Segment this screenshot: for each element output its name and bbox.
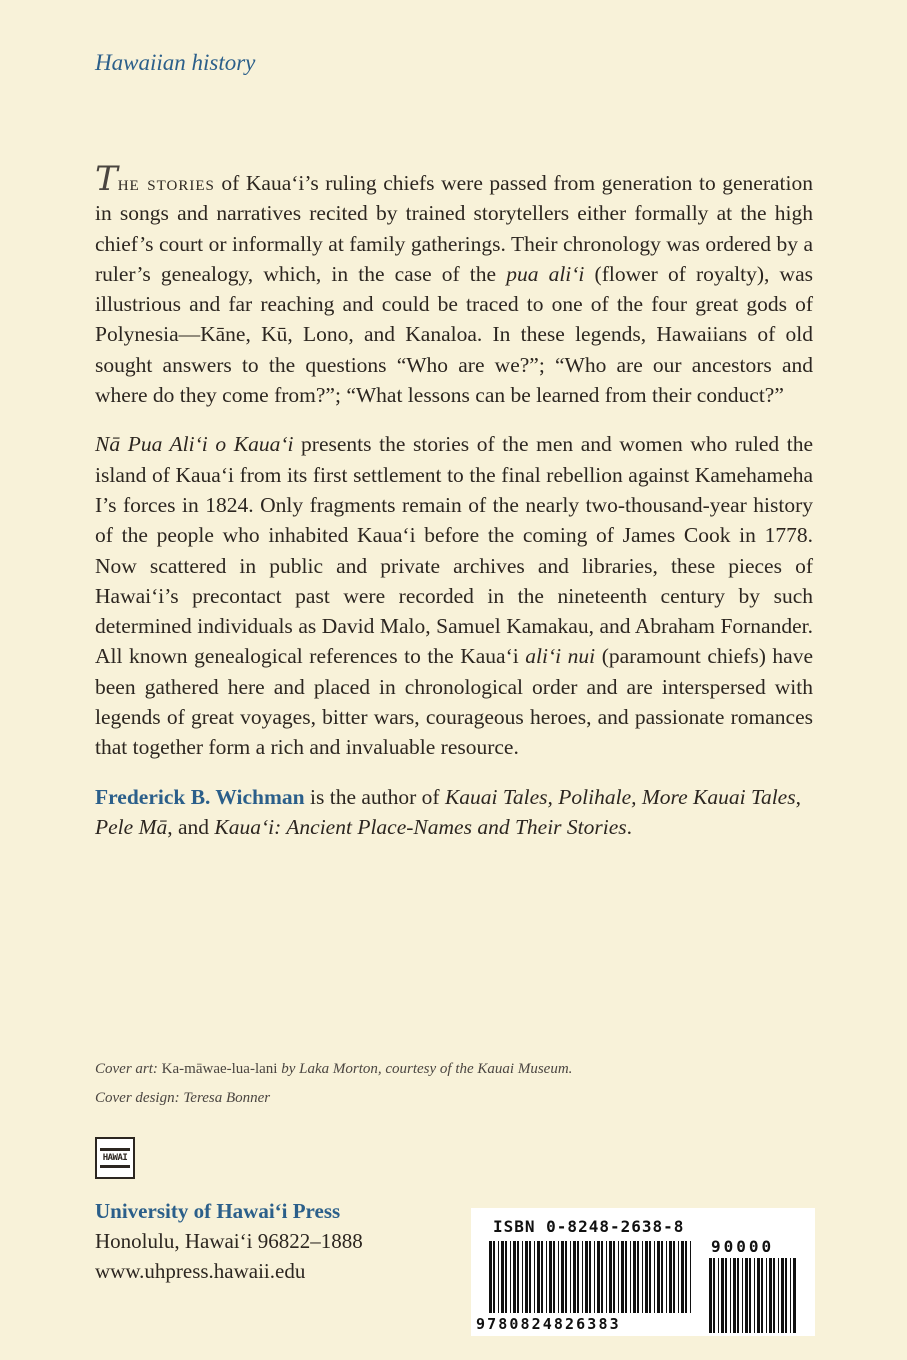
other-book: Kaua‘i: Ancient Place-Names and Their Stories (214, 814, 627, 839)
barcode-bar (709, 1258, 712, 1333)
barcode-bar (769, 1258, 772, 1333)
bio-end: . (626, 814, 633, 839)
barcode-bar (489, 1241, 492, 1313)
bio-separator: , (631, 784, 642, 809)
barcode-bar (606, 1241, 607, 1313)
barcode-bar (546, 1241, 547, 1313)
barcode-bar (522, 1241, 523, 1313)
publisher-name: University of Hawai‘i Press (95, 1199, 341, 1223)
barcode-bar (690, 1241, 691, 1313)
barcode-bar (613, 1241, 615, 1313)
bio-separator: , and (167, 814, 215, 839)
barcode-bar (661, 1241, 663, 1313)
barcode-bar (493, 1241, 495, 1313)
barcode-bar (534, 1241, 535, 1313)
ean-digits: 9780824826383 (476, 1315, 621, 1333)
category-label: Hawaiian history (95, 50, 256, 75)
barcode-bar (513, 1241, 516, 1313)
barcode-bar (633, 1241, 636, 1313)
barcode-bar (594, 1241, 595, 1313)
barcode-bar (573, 1241, 576, 1313)
publisher-address: Honolulu, Hawai‘i 96822–1888 (95, 1229, 363, 1253)
barcode-bar (685, 1241, 687, 1313)
barcode-bar (549, 1241, 552, 1313)
barcode-bar (766, 1258, 767, 1333)
barcode-bar (657, 1241, 660, 1313)
cover-art-label: Cover art: (95, 1061, 162, 1077)
barcode-bar (790, 1258, 791, 1333)
barcode-bar (721, 1258, 724, 1333)
barcode-bar (666, 1241, 667, 1313)
barcode-bar (749, 1258, 751, 1333)
cover-art-title: Ka-māwae-lua-lani (161, 1061, 278, 1077)
italic-term: ali‘i nui (525, 644, 596, 669)
barcode-bar (618, 1241, 619, 1313)
blurb-paragraph-1 (95, 159, 813, 410)
barcode-bar (537, 1241, 540, 1313)
other-book: Polihale (558, 784, 632, 809)
logo-bar (100, 1148, 130, 1151)
barcode-bar (510, 1241, 511, 1313)
barcode-bar (570, 1241, 571, 1313)
blurb-text: of Kaua‘i’s ruling chiefs were passed from generation to generation in songs and narratives recited by trained storytellers either formally at the high chief’s court or informally at family gatherings. Their chronology was ordered by a ruler’s genealogy, which, in the case of the (95, 171, 813, 286)
barcode-bar (642, 1241, 643, 1313)
barcode-bar (742, 1258, 743, 1333)
publisher-url: www.uhpress.hawaii.edu (95, 1259, 306, 1283)
press-logo (95, 1137, 135, 1179)
barcode-bar (781, 1258, 784, 1333)
barcode-bar (725, 1258, 727, 1333)
barcode-bar (553, 1241, 555, 1313)
blurb (95, 159, 813, 861)
blurb-paragraph-2 (95, 429, 813, 762)
barcode-bar (678, 1241, 679, 1313)
barcode-bar (558, 1241, 559, 1313)
barcode-bar (673, 1241, 675, 1313)
barcode-bar (761, 1258, 763, 1333)
barcode-bar (577, 1241, 579, 1313)
barcode-bar (585, 1241, 588, 1313)
barcode-bar (645, 1241, 648, 1313)
book-title: Nā Pua Ali‘i o Kaua‘i (95, 432, 294, 457)
drop-cap: T (95, 159, 118, 199)
barcode-bar (730, 1258, 731, 1333)
barcode-bar (745, 1258, 748, 1333)
other-book: More Kauai Tales (641, 784, 796, 809)
barcode-bar (718, 1258, 719, 1333)
cover-art-credit (95, 1055, 572, 1084)
barcode-bar (517, 1241, 519, 1313)
barcode-bar (529, 1241, 531, 1313)
bio-separator: , (795, 784, 801, 809)
barcode-bar (778, 1258, 779, 1333)
barcode-bar (498, 1241, 499, 1313)
barcode-bar (625, 1241, 627, 1313)
addon-digits: 90000 (711, 1237, 775, 1256)
barcode-bar (601, 1241, 603, 1313)
barcode-bar (525, 1241, 528, 1313)
other-book: Kauai Tales (444, 784, 548, 809)
barcode-bar (565, 1241, 567, 1313)
logo-text: HAWAI (102, 1153, 128, 1163)
publisher-block (95, 1196, 363, 1286)
cover-credits (95, 1055, 572, 1113)
bio-text: is the author of (304, 784, 445, 809)
barcode-bar (773, 1258, 775, 1333)
barcode-bar (589, 1241, 591, 1313)
cover-art-rest: by Laka Morton, courtesy of the Kauai Museum. (277, 1061, 573, 1077)
logo-bar (100, 1165, 130, 1168)
barcode-bar (621, 1241, 624, 1313)
other-book: Pele Mā (95, 814, 168, 839)
barcode-bar (541, 1241, 543, 1313)
barcode-bar (757, 1258, 760, 1333)
barcode-bar (630, 1241, 631, 1313)
bio-separator: , (547, 784, 559, 809)
barcode-bar (737, 1258, 739, 1333)
barcode-bar (561, 1241, 564, 1313)
opening-smallcaps: he stories (117, 171, 215, 195)
isbn-barcode (471, 1208, 815, 1336)
barcode-bar (754, 1258, 755, 1333)
author-bio (95, 782, 813, 843)
author-name: Frederick B. Wichman (95, 784, 305, 809)
blurb-text: (paramount chiefs) have been gathered here and placed in chronological order and are interspersed with legends of great voyages, bitter wars, courageous heroes, and passionate romances that together form a rich and invaluable resource. (95, 644, 813, 760)
barcode-bar (609, 1241, 612, 1313)
barcode-bar (649, 1241, 651, 1313)
barcode-bar (501, 1241, 504, 1313)
barcode-bar (582, 1241, 583, 1313)
blurb-text: presents the stories of the men and women who ruled the island of Kaua‘i from its first settlement to the final rebellion against Kamehameha I’s forces in 1824. Only fragments remain of the nearly two-thousand-year history of the people who inhabited Kaua‘i before the coming of James Cook in 1778. Now scattered in public and private archives and libraries, these pieces of Hawai‘i’s precontact past were recorded in the nineteenth century by such determined individuals as David Malo, Samuel Kamakau, and Abraham Fornander. All known genealogical references to the Kaua‘i (95, 432, 813, 669)
barcode-bar (793, 1258, 796, 1333)
barcode-bar (597, 1241, 600, 1313)
barcode-bar (669, 1241, 672, 1313)
blurb-text: (flower of royalty), was illustrious and far reaching and could be traced to one of the four great gods of Polynesia—Kāne, Kū, Lono, and Kanaloa. In these legends, Hawaiians of old sought answers to the questions “Who are we?”; “Who are our ancestors and where do they come from?”; “What lessons can be learned from their conduct?” (95, 261, 813, 408)
isbn-label: ISBN 0-8248-2638-8 (493, 1217, 685, 1236)
barcode-bar (681, 1241, 684, 1313)
barcode-bar (654, 1241, 655, 1313)
cover-design-credit: Cover design: Teresa Bonner (95, 1090, 271, 1106)
barcode-bar (637, 1241, 639, 1313)
italic-term: pua ali‘i (506, 261, 585, 286)
barcode-bar (733, 1258, 736, 1333)
barcode-bar (713, 1258, 715, 1333)
barcode-bar (505, 1241, 507, 1313)
barcode-bar (785, 1258, 787, 1333)
